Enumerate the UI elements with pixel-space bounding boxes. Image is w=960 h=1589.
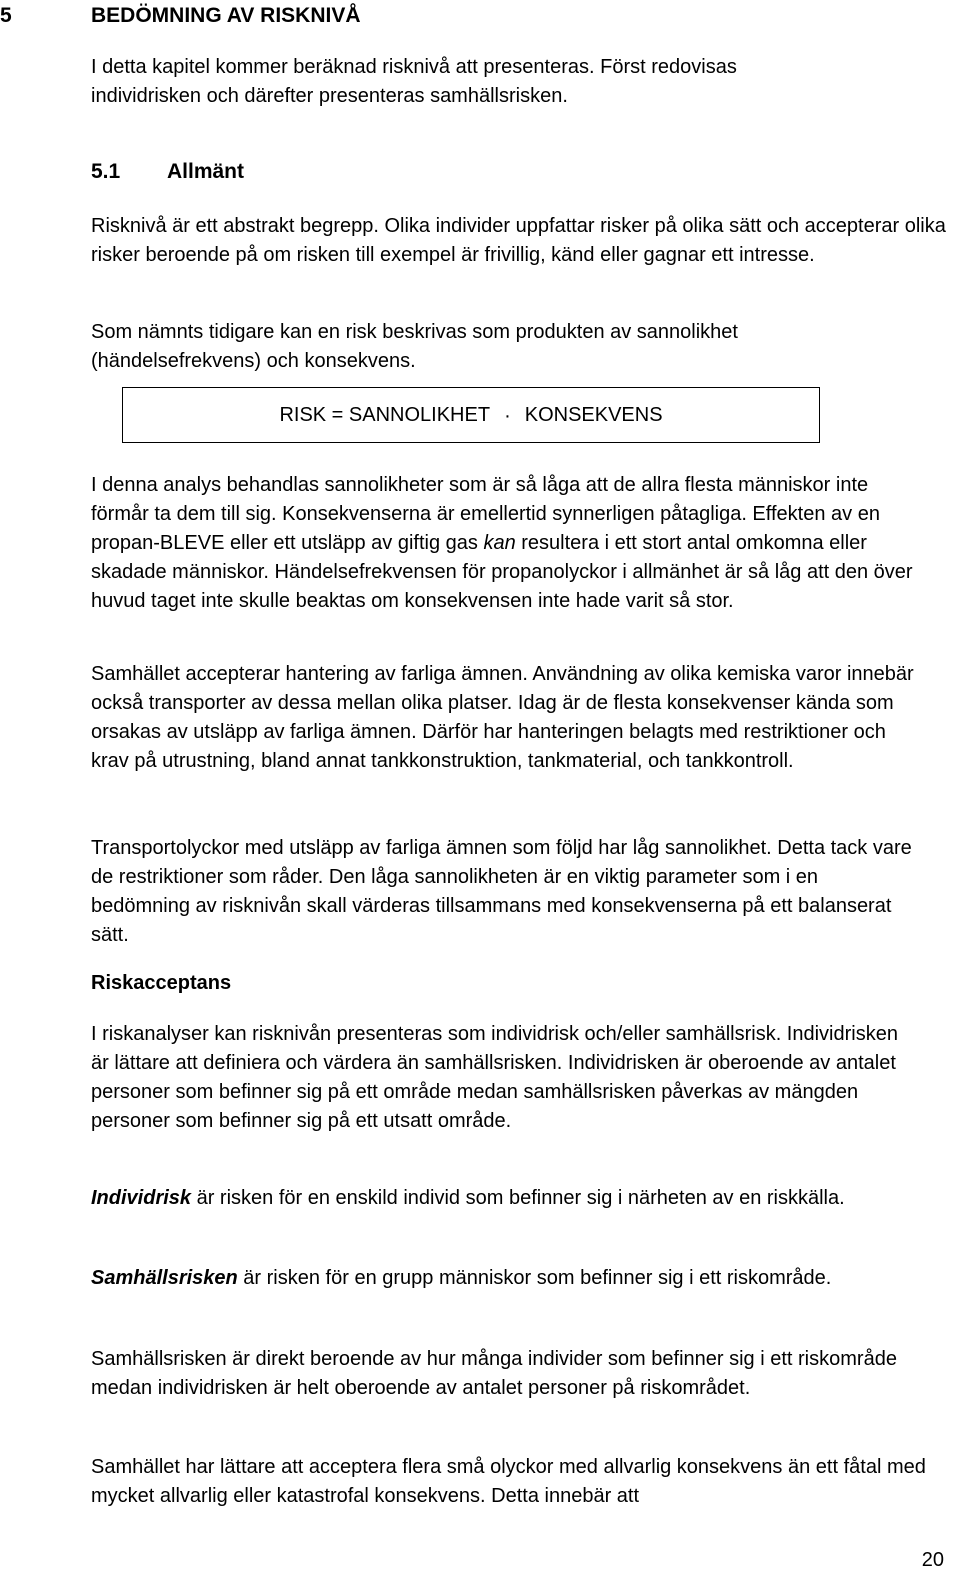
formula-left: RISK = SANNOLIKHET [279,403,491,426]
paragraph-1: Risknivå är ett abstrakt begrepp. Olika individer uppfattar risker på olika sätt och accepterar olika risker beroende på om risken till exempel är frivillig, känd eller gagnar ett intresse. [91,215,946,266]
section-title: Allmänt [167,160,245,183]
paragraph-7: Individrisk är risken för en enskild individ som befinner sig i närheten av en riskkälla. [91,1187,845,1209]
page-number: 20 [921,1549,944,1571]
paragraph-9: Samhällsrisken är direkt beroende av hur många individer som befinner sig i ett riskområde medan individrisken är helt oberoende av antalet personer på riskområdet. [91,1348,897,1399]
paragraph-10: Samhället har lättare att acceptera flera små olyckor med allvarlig konsekvens än ett fåtal med mycket allvarlig eller katastrofal konsekvens. Detta innebär att [91,1456,926,1507]
formula-operator: · [504,404,511,427]
paragraph-4: Samhället accepterar hantering av farliga ämnen. Användning av olika kemiska varor innebär också transporter av dessa mellan olika platser. Idag är de flesta konsekvenser kända som orsakas av utsläpp av farliga ämnen. Därför har hanteringen belagts med restriktioner och krav på utrustning, bland annat tankkonstruktion, tankmaterial, och tankkontroll. [91,663,914,772]
term-samhallsrisken: Samhällsrisken [91,1267,238,1289]
subheading-riskacceptans: Riskacceptans [91,972,232,994]
chapter-number: 5 [0,4,12,27]
paragraph-3: I denna analys behandlas sannolikheter som är så låga att de allra flesta människor inte förmår ta dem till sig. Konsekvenserna är emellertid synnerligen påtagliga. Effekten av en propan-BLEVE eller ett utsläpp av giftig gas kan resultera i ett stort antal omkomna eller skadade människor. Händelsefrekvensen för propanolyckor i allmänhet är så låg att den över huvud taget inte skulle beaktas om konsekvensen inte hade varit så stor. [91,474,913,612]
formula-right: KONSEKVENS [524,403,663,426]
paragraph-2: Som nämnts tidigare kan en risk beskrivas som produkten av sannolikhet (händelsefrekvens) och konsekvens. [91,321,738,372]
section-number: 5.1 [91,160,121,183]
paragraph-5: Transportolyckor med utsläpp av farliga ämnen som följd har låg sannolikhet. Detta tack vare de restriktioner som råder. Den låga sannolikheten är en viktig parameter som i en bedömning av risknivån skall värderas tillsammans med konsekvenserna på ett balanserat sätt. [91,837,912,946]
emphasis-kan: kan [483,532,516,554]
term-individrisk: Individrisk [91,1187,192,1209]
intro-paragraph: I detta kapitel kommer beräknad risknivå att presenteras. Först redovisas individrisken och därefter presenteras samhällsrisken. [91,56,737,107]
paragraph-6: I riskanalyser kan risknivån presenteras som individrisk och/eller samhällsrisk. Individrisken är lättare att definiera och värdera än samhällsrisken. Individrisken är oberoende av antalet personer som befinner sig på ett område medan samhällsrisken påverkas av mängden personer som befinner sig på ett utsatt område. [91,1023,898,1132]
formula-box [122,387,820,443]
chapter-title: BEDÖMNING AV RISKNIVÅ [91,4,361,27]
paragraph-8: Samhällsrisken är risken för en grupp människor som befinner sig i ett riskområde. [91,1267,832,1289]
